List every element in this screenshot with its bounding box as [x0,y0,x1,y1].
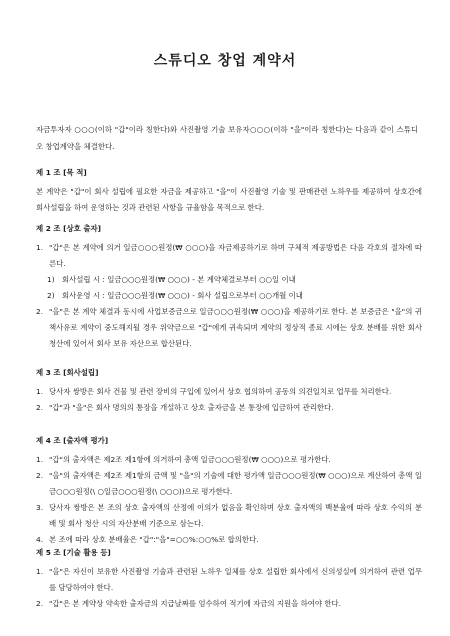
item-text: 본 조에 따라 상호 분배율은 "갑":"을"=○○%:○○%로 합의한다. [49,535,259,544]
article-3-heading: 제 3 조 [회사설립] [36,368,99,377]
item-number: 2. [36,599,44,608]
item-number: 1. [36,243,44,252]
item-text: "갑"의 출자액은 제2조 제1항에 의거하여 총액 일금○○○원정(₩ ○○○)으로 평가한다. [49,455,331,464]
item-number: 1. [36,455,44,464]
article-1-heading: 제 1 조 [목 적] [36,168,87,177]
list-item [36,240,422,272]
intro-paragraph: 자금투자자 ○○○(이하 "갑"이라 칭한다)와 사진촬영 기술 보유자○○○(이하 "을"이라 칭한다)는 다음과 같이 스튜디오 창업계약을 체결한다. [36,125,418,151]
item-text: "갑"과 "을"은 회사 명의의 통장을 개설하고 상호 출자금을 본 통장에 입금하여 관리한다. [49,403,334,412]
article-3 [36,366,422,416]
article-5-heading: 제 5 조 [기술 활용 등] [36,548,111,557]
article-1-body: 본 계약은 "갑"이 회사 설립에 필요한 자금을 제공하고 "을"이 사진촬영 기술 및 판매관련 노하우를 제공하여 상호간에 회사설립을 하여 운영하는 것과 관련된 사항을 규율함을 목적으로 한다. [36,187,422,212]
article-4-heading: 제 4 조 [출자액 평가] [36,436,109,445]
item-number: 1. [36,567,44,576]
item-text: "을"의 출자액은 제2조 제1항의 금액 및 "을"의 기술에 대한 평가액 일금○○○원정(₩ ○○○)으로 계산하여 총액 일금○○○원정(\ ○일금○○○원정(\ ○○○))으로 평가한다. [49,471,422,496]
article-2-heading: 제 2 조 [상호 출자] [36,224,102,233]
item-number: 2. [36,403,44,412]
subitem-number: 1) [47,275,55,284]
item-text: "을"은 본 계약 체결과 동시에 사업보증금으로 일금○○○원정(₩ ○○○)을 제공하기로 한다. 본 보증금은 "을"의 귀책사유로 계약이 중도해지될 경우 위약금으로 "갑"에게 귀속되며 계약의 정상적 종료 시에는 상호 분배를 위한 회사 청산에 있어서 회사 보유 자산으로 합산된다. [49,307,422,348]
item-text: 당사자 쌍방은 본 조의 상호 출자액의 산정에 이의가 없음을 확인하며 상호 출자액의 백분율에 따라 상호 수익의 분배 및 회사 청산 시의 자산분배 기준으로 삼는다. [49,503,422,528]
article-4 [36,434,422,548]
item-number: 2. [36,307,44,316]
item-text: "갑"은 본 계약에 의거 일금○○○원정(₩ ○○○)을 자금제공하기로 하며 구체적 제공방법은 다음 각호의 절차에 따른다. [49,243,422,268]
list-item [36,400,422,416]
list-item [36,500,422,532]
item-number: 4. [36,535,44,544]
list-item [36,596,422,612]
list-item [36,564,422,596]
article-5 [36,546,422,612]
sub-list-item [36,272,422,288]
list-item [36,304,422,352]
item-text: "을"은 자신이 보유한 사진촬영 기술과 관련된 노하우 일체를 상호 설립한 회사에서 신의성실에 의거하여 관련 업무를 담당하여야 한다. [49,567,422,592]
subitem-text: 회사설립 시 : 일금○○○원정(₩ ○○○) - 본 계약체결로부터 ○○일 이내 [62,275,296,284]
list-item [36,468,422,500]
subitem-number: 2) [47,291,55,300]
item-number: 2. [36,471,44,480]
list-item [36,384,422,400]
subitem-text: 회사운영 시 : 일금○○○원정(₩ ○○○) - 회사 설립으로부터 ○○개월 이내 [62,291,303,300]
article-2 [36,222,422,352]
item-number: 3. [36,503,44,512]
item-number: 1. [36,387,44,396]
sub-list-item [36,288,422,304]
item-text: 당사자 쌍방은 회사 건물 및 관련 장비의 구입에 있어서 상호 협의하여 공동의 의견일치로 업무를 처리한다. [49,387,392,396]
item-text: "갑"은 본 계약상 약속한 출자금의 지급날짜를 엄수하여 적기에 자금의 지원을 하여야 한다. [49,599,342,608]
list-item [36,452,422,468]
article-1 [36,166,422,216]
document-title: 스튜디오 창업 계약서 [153,53,297,69]
